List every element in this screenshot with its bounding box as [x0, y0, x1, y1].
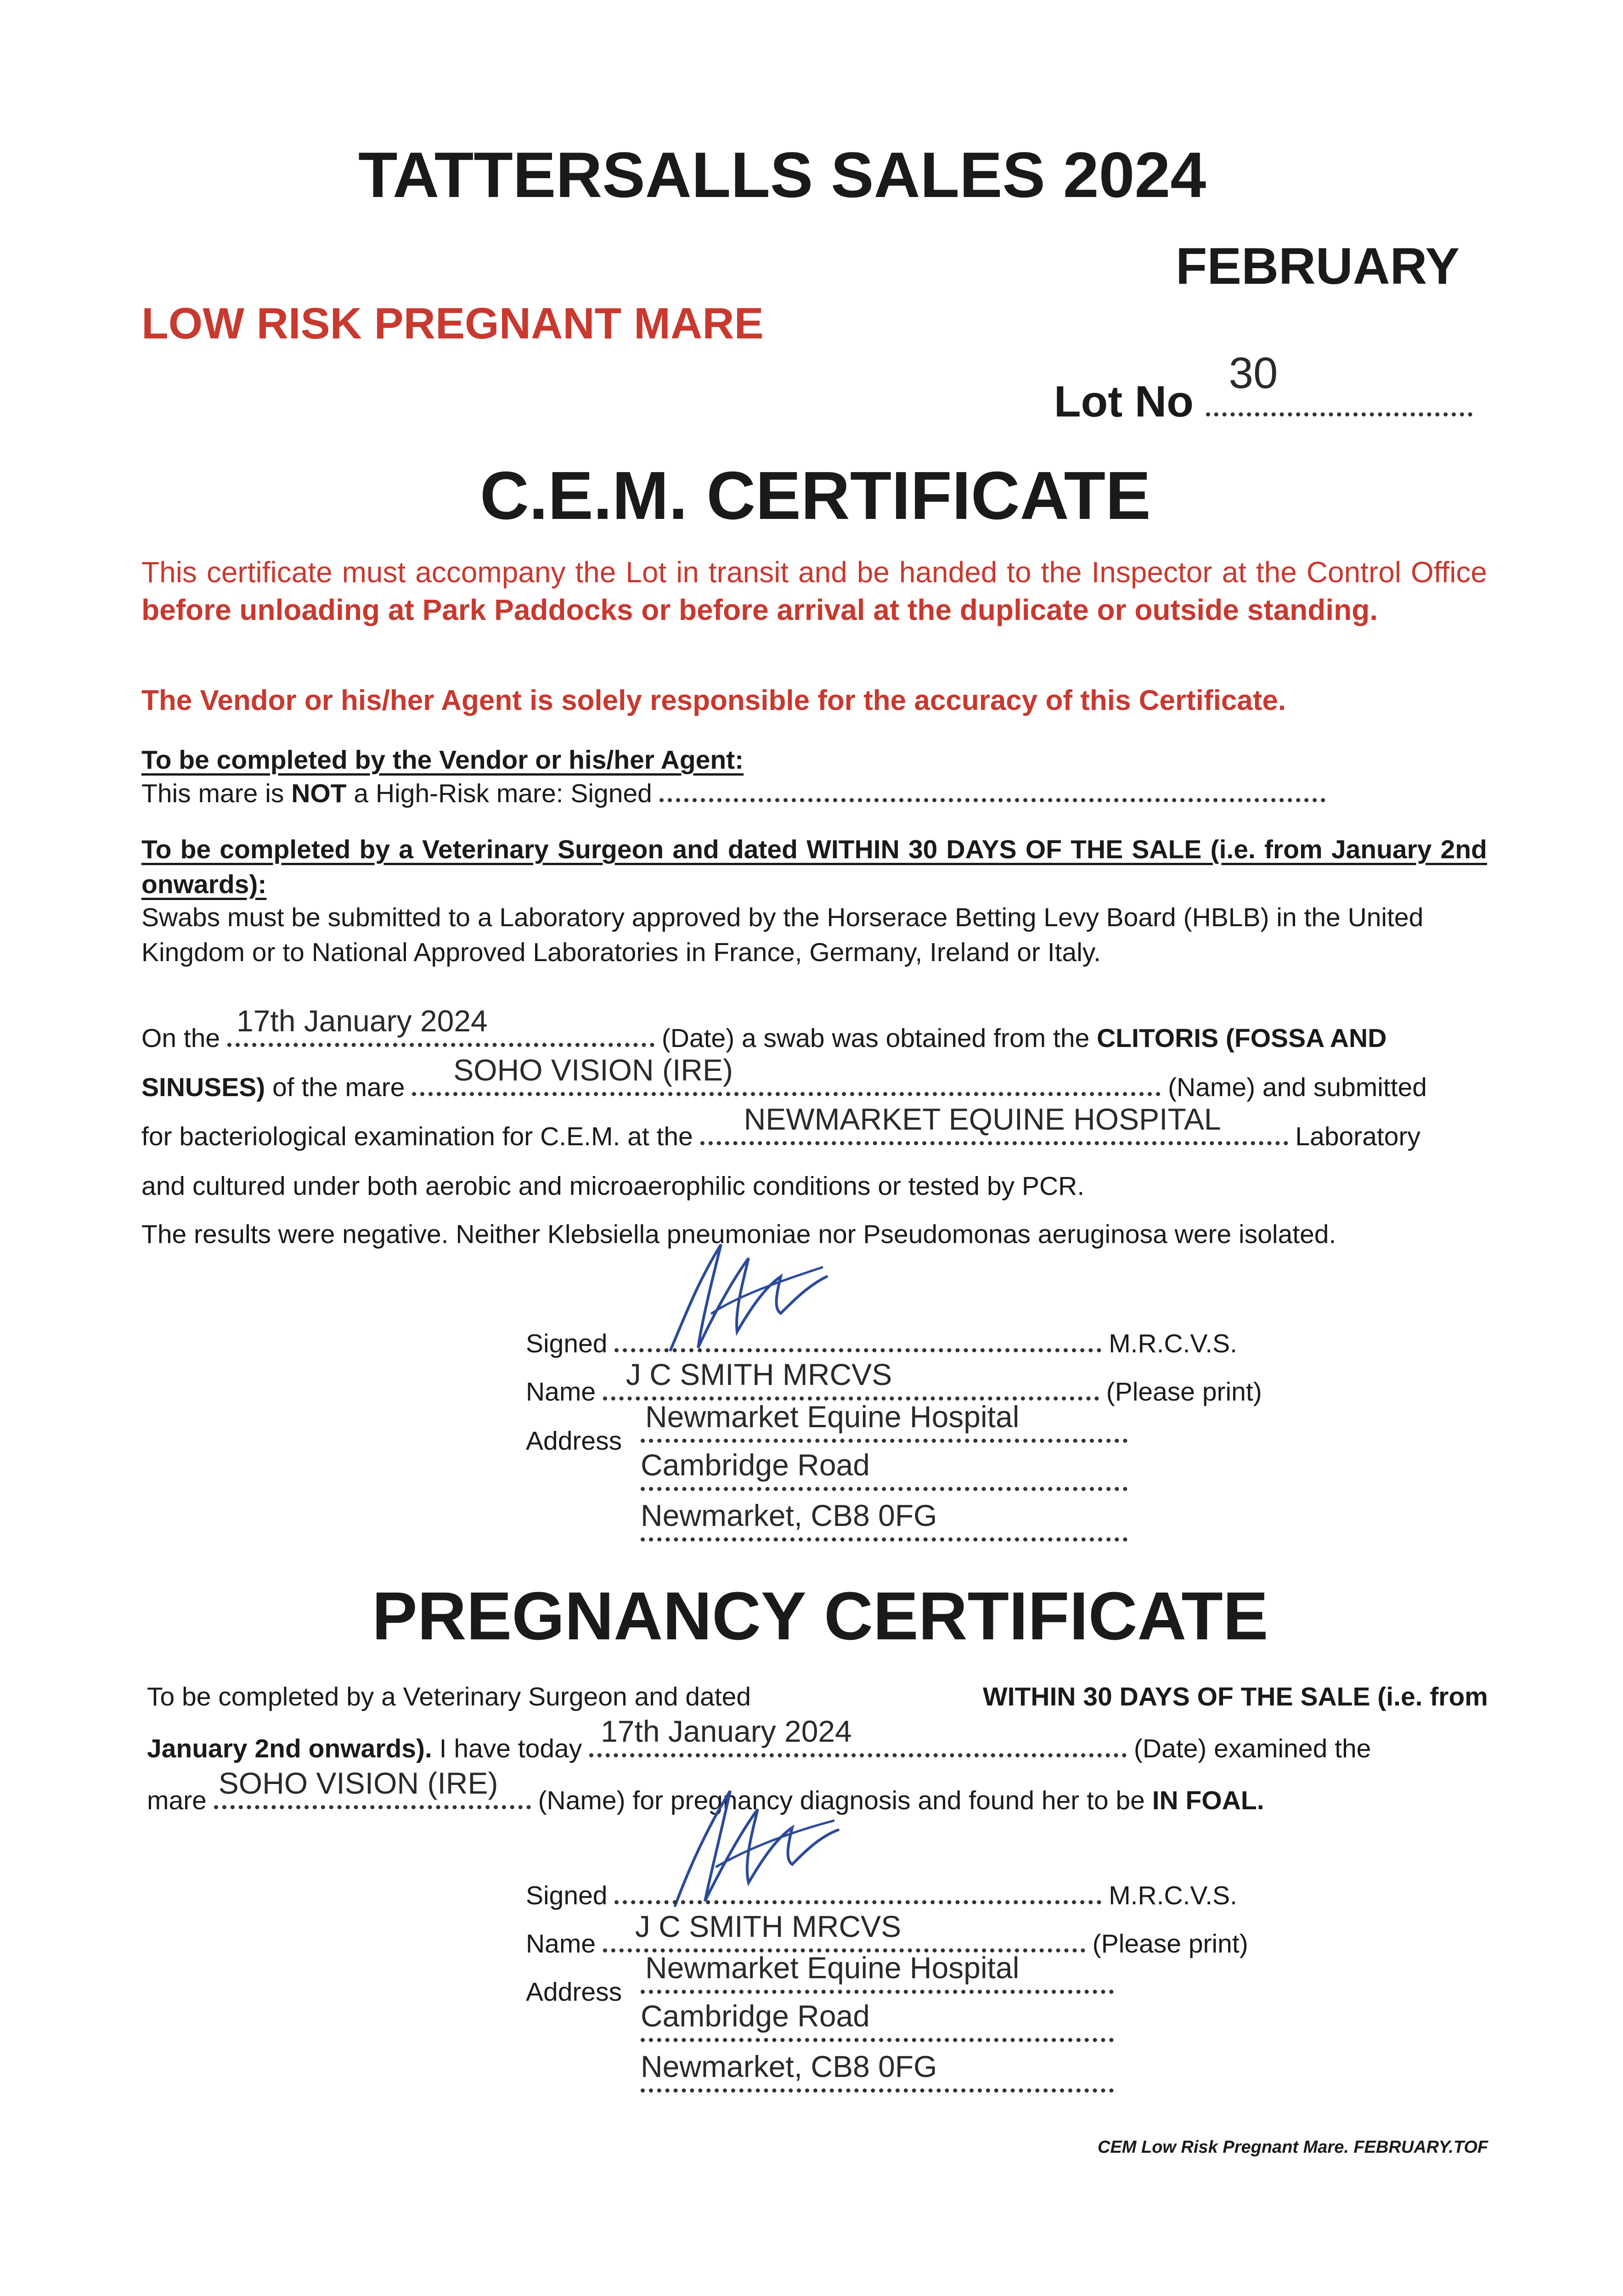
swab-requirements: Swabs must be submitted to a Laboratory approved by the Horserace Betting Levy Board (HBLB) in the United Kingdom or to National Approved Laboratories in France, Germany, Ireland or Italy. — [141, 903, 1424, 967]
culture-text: and cultured under both aerobic and microaerophilic conditions or tested by PCR. — [141, 1171, 1085, 1201]
footer-reference: CEM Low Risk Pregnant Mare. FEBRUARY.TOF — [1098, 2138, 1488, 2157]
pregnancy-signed-label: Signed — [526, 1881, 608, 1910]
pregnancy-address-field-1[interactable] — [641, 1951, 1114, 1994]
cem-address-field-2[interactable] — [641, 1448, 1127, 1491]
cem-title: C.E.M. CERTIFICATE — [480, 458, 1151, 534]
pregnancy-date-value: 17th January 2024 — [601, 1714, 852, 1748]
pregnancy-vet-name-value: J C SMITH MRCVS — [635, 1909, 902, 1943]
laboratory-value: NEWMARKET EQUINE HOSPITAL — [744, 1102, 1221, 1136]
cem-please-print: (Please print) — [1106, 1377, 1262, 1407]
page-title: TATTERSALLS SALES 2024 — [358, 139, 1206, 211]
pregnancy-title: PREGNANCY CERTIFICATE — [372, 1578, 1268, 1654]
pregnancy-address-value-2: Cambridge Road — [641, 1999, 870, 2033]
pregnancy-date-field[interactable] — [589, 1714, 1127, 1757]
pregnancy-address-line-3 — [641, 2049, 1114, 2099]
cem-vet-name-field[interactable] — [603, 1357, 1099, 1401]
pregnancy-jan-bold: January 2nd onwards). — [147, 1734, 432, 1763]
cem-mare-name-field[interactable] — [412, 1053, 1161, 1096]
cem-vet-name-value: J C SMITH MRCVS — [626, 1357, 892, 1391]
transit-notice — [141, 553, 1487, 629]
cem-address-value-2: Cambridge Road — [641, 1448, 870, 1482]
after-date-text: (Date) a swab was obtained from the — [661, 1024, 1090, 1053]
laboratory-field[interactable] — [700, 1102, 1288, 1145]
on-the-label: On the — [141, 1024, 220, 1053]
cem-signed-line — [526, 1328, 1237, 1359]
pregnancy-examined-text: (Date) examined the — [1133, 1734, 1371, 1763]
sinuses-label: SINUSES) — [141, 1073, 265, 1102]
mare-name-line — [141, 1053, 1427, 1103]
laboratory-label: Laboratory — [1295, 1122, 1420, 1151]
cem-address-field-1[interactable] — [641, 1400, 1127, 1443]
vendor-line-pre: This mare is — [141, 779, 284, 808]
cem-address-field-3[interactable] — [641, 1498, 1127, 1542]
pregnancy-mrcvs-label: M.R.C.V.S. — [1109, 1881, 1237, 1910]
pregnancy-line-1-b: WITHIN 30 DAYS OF THE SALE (i.e. from — [982, 1682, 1488, 1711]
cem-address-label: Address — [526, 1426, 622, 1456]
vendor-declaration — [141, 778, 1325, 809]
cem-address-line-1 — [641, 1400, 1127, 1449]
vendor-line-post: a High-Risk mare: Signed — [354, 779, 652, 808]
pregnancy-address-value-1: Newmarket Equine Hospital — [645, 1951, 1020, 1985]
pregnancy-address-line-2 — [641, 1999, 1114, 2048]
vendor-signature-field[interactable] — [659, 784, 1325, 802]
pregnancy-signed-line — [526, 1880, 1237, 1911]
pregnancy-line-1 — [147, 1682, 1488, 1712]
vendor-heading: To be completed by the Vendor or his/her Agent: — [141, 745, 744, 775]
pregnancy-address-field-2[interactable] — [641, 1999, 1114, 2042]
pregnancy-address-field-3[interactable] — [641, 2049, 1114, 2093]
pregnancy-line-1-a: To be completed by a Veterinary Surgeon and dated — [147, 1682, 751, 1711]
cem-address-value-1: Newmarket Equine Hospital — [645, 1400, 1020, 1434]
vet-heading-a: To be completed by a Veterinary Surgeon and dated — [141, 835, 798, 864]
pregnancy-mare-name-field[interactable] — [214, 1766, 531, 1809]
notice-plain: This certificate must accompany the Lot in transit and be handed to the Inspector at the Control Office — [141, 556, 1487, 589]
cem-address-line-3 — [641, 1498, 1127, 1548]
month-label: FEBRUARY — [1176, 237, 1460, 295]
cem-name-label: Name — [526, 1377, 596, 1407]
lot-label: Lot No — [1054, 377, 1194, 426]
pregnancy-name-label: Name — [526, 1929, 596, 1958]
pregnancy-line-2 — [147, 1714, 1371, 1764]
cem-mrcvs-label: M.R.C.V.S. — [1109, 1329, 1237, 1358]
pregnancy-please-print: (Please print) — [1092, 1929, 1248, 1958]
notice-bold: before unloading at Park Paddocks or before arrival at the duplicate or outside standing. — [141, 593, 1378, 626]
of-the-mare-label: of the mare — [272, 1073, 405, 1102]
in-foal-label: IN FOAL. — [1152, 1786, 1264, 1815]
pregnancy-address-line-1 — [641, 1951, 1114, 2000]
lot-value: 30 — [1229, 349, 1278, 398]
cem-mare-name-value: SOHO VISION (IRE) — [453, 1053, 733, 1087]
mare-category: LOW RISK PREGNANT MARE — [141, 299, 764, 348]
cem-signature-field[interactable] — [614, 1334, 1101, 1352]
pregnancy-signature-field[interactable] — [614, 1886, 1101, 1904]
swab-date-field[interactable] — [227, 1004, 654, 1047]
clitoris-label: CLITORIS (FOSSA AND — [1097, 1024, 1387, 1053]
lot-field — [1206, 349, 1472, 416]
pregnancy-address-value-3: Newmarket, CB8 0FG — [641, 2049, 937, 2083]
cem-address-line-2 — [641, 1448, 1127, 1497]
pregnancy-mare-name-value: SOHO VISION (IRE) — [218, 1766, 498, 1800]
cem-address-value-3: Newmarket, CB8 0FG — [641, 1498, 937, 1532]
vet-heading — [141, 832, 1487, 902]
results-text: The results were negative. Neither Klebsiella pneumoniae nor Pseudomonas aeruginosa were isolated. — [141, 1220, 1336, 1249]
laboratory-line — [141, 1102, 1420, 1152]
swab-date-value: 17th January 2024 — [236, 1004, 488, 1038]
pregnancy-address-label: Address — [526, 1977, 622, 2007]
vet-heading-b: WITHIN 30 DAYS OF THE SALE (i.e. from January 2nd onwards): — [141, 835, 1487, 899]
name-submitted-text: (Name) and submitted — [1168, 1073, 1427, 1102]
vendor-line-not: NOT — [291, 779, 347, 808]
pregnancy-mare-label: mare — [147, 1786, 207, 1815]
lot-number — [1054, 349, 1472, 427]
for-bact-text: for bacteriological examination for C.E.M. at the — [141, 1122, 693, 1151]
responsibility-note: The Vendor or his/her Agent is solely responsible for the accuracy of this Certificate. — [141, 685, 1286, 716]
pregnancy-diagnosis-text: (Name) for pregnancy diagnosis and found her to be — [538, 1786, 1145, 1815]
pregnancy-today-label: I have today — [439, 1734, 582, 1763]
swab-date-line — [141, 1004, 1387, 1053]
cem-signed-label: Signed — [526, 1329, 608, 1358]
